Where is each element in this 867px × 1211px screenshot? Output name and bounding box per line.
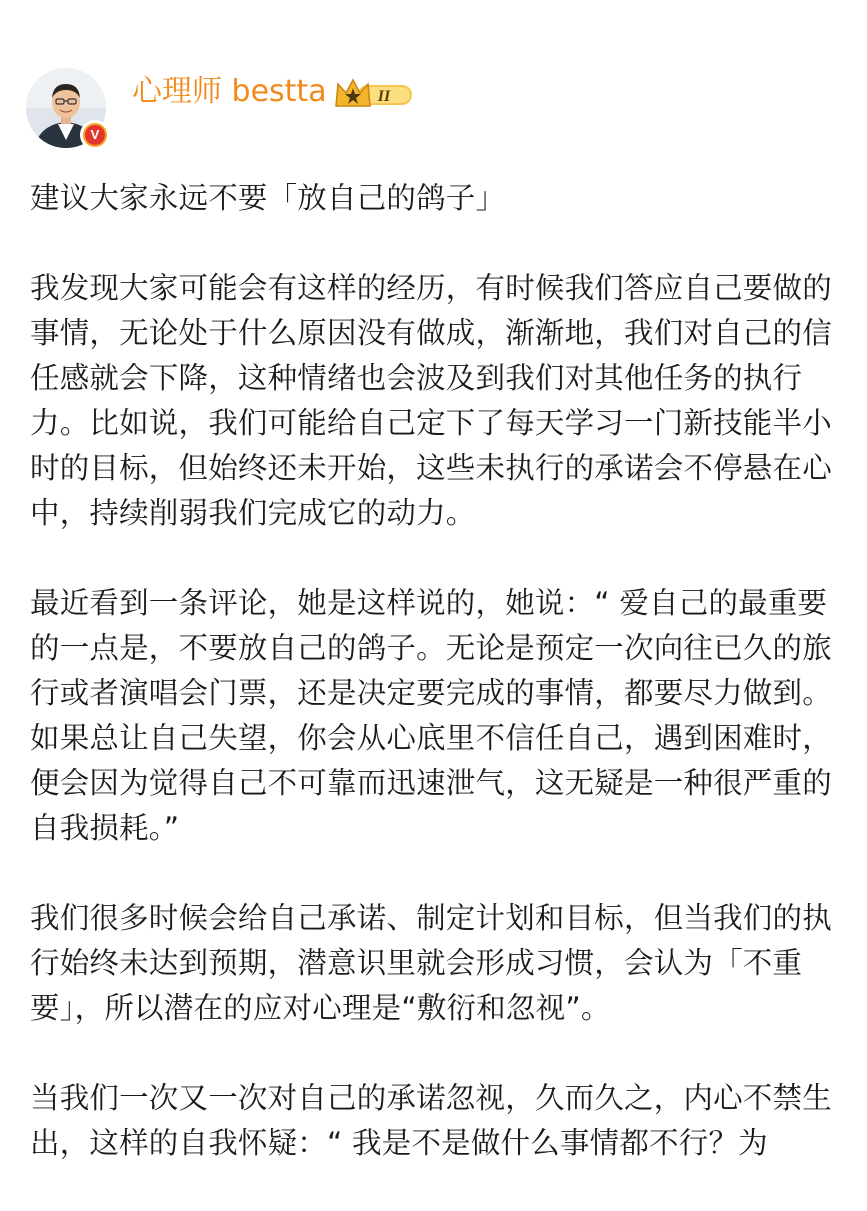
verified-v-icon [80,120,110,150]
post-paragraph: 我发现大家可能会有这样的经历，有时候我们答应自己要做的事情，无论处于什么原因没有做成，渐渐地，我们对自己的信任感就会下降，这种情绪也会波及到我们对其他任务的执行力。比如说，我们可能给自己定下了每天学习一门新技能半小时的目标，但始终还未开始，这些未执行的承诺会不停悬在心中，持续削弱我们完成它的动力。 [30,271,832,530]
post-paragraph: 我们很多时候会给自己承诺、制定计划和目标，但当我们的执行始终未达到预期，潜意识里就会形成习惯，会认为「不重要」，所以潜在的应对心理是“敷衍和忽视”。 [30,901,832,1025]
post-paragraph: 当我们一次又一次对自己的承诺忽视，久而久之，内心不禁生出，这样的自我怀疑：“ 我是不是做什么事情都不行？为 [30,1081,832,1160]
crown-rank-badge-icon [334,76,414,112]
post-paragraph: 最近看到一条评论，她是这样说的，她说：“ 爱自己的最重要的一点是，不要放自己的鸽子。无论是预定一次向往已久的旅行或者演唱会门票，还是决定要完成的事情，都要尽力做到。如果总让自己失望，你会从心底里不信任自己，遇到困难时，便会因为觉得自己不可靠而迅速泄气，这无疑是一种很严重的自我损耗。” [30,586,832,845]
post-body [30,176,836,1211]
verified-label: V [85,125,105,145]
post-header [26,68,846,152]
rank-level-text: II [377,88,391,105]
post-title-paragraph: 建议大家永远不要「放自己的鸽子」 [30,181,506,215]
author-name[interactable]: 心理师 bestta [132,74,327,109]
